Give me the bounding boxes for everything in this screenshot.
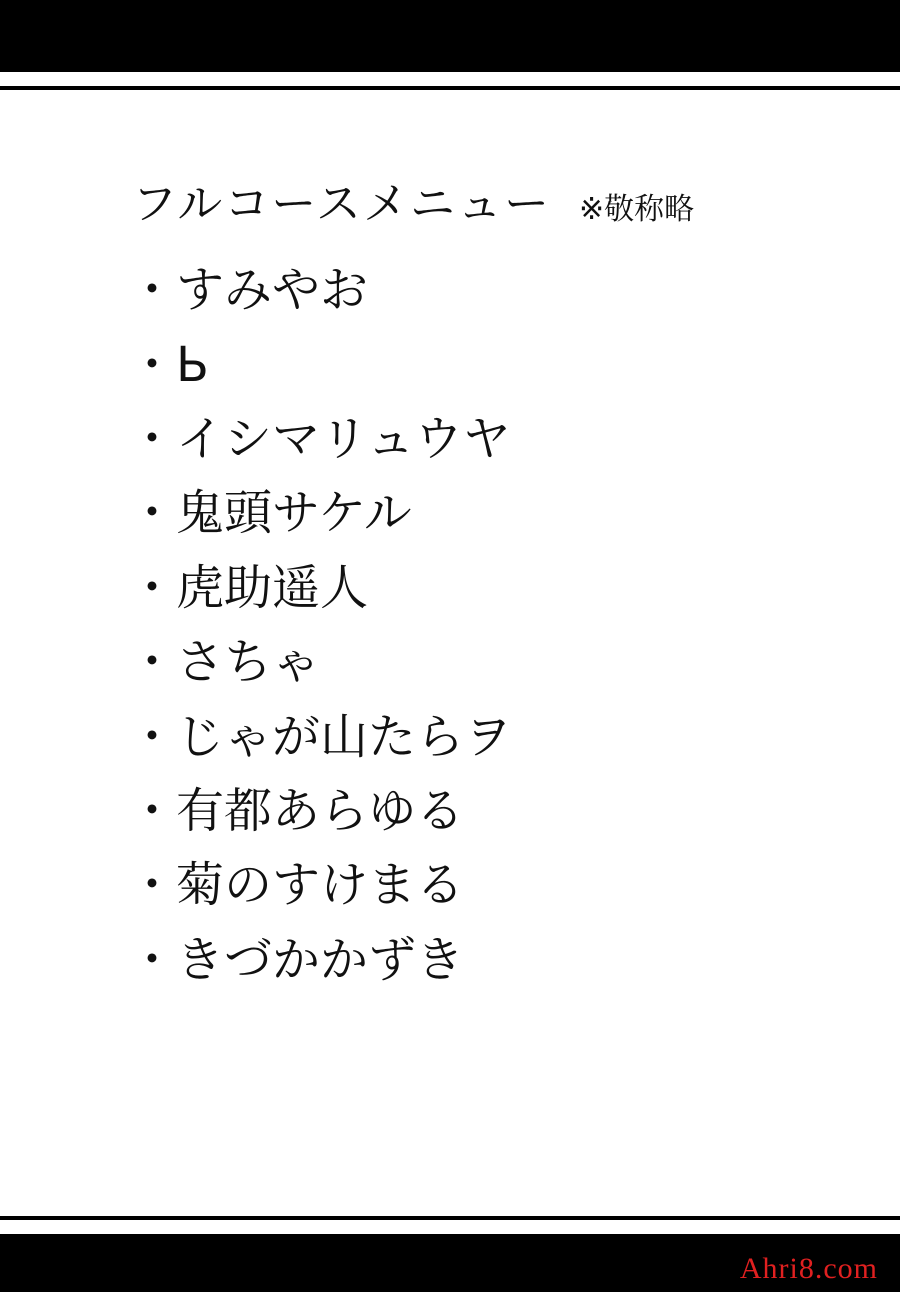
list-item bbox=[128, 625, 900, 699]
list-item-label: きづかかずき bbox=[176, 931, 465, 988]
list-item-label: 有都あらゆる bbox=[176, 782, 465, 839]
page-title bbox=[0, 177, 900, 230]
bullet-marker: ・ bbox=[128, 485, 177, 542]
list-item-label: イシマリュウヤ bbox=[176, 411, 511, 468]
menu-list bbox=[0, 253, 900, 997]
list-item-label: Ь bbox=[176, 336, 209, 393]
top-rule bbox=[0, 86, 900, 90]
list-item-label: さちゃ bbox=[176, 634, 321, 691]
list-item-label: 鬼頭サケル bbox=[176, 485, 412, 542]
bullet-marker: ・ bbox=[128, 857, 177, 914]
watermark: Ahri8.com bbox=[739, 1252, 878, 1285]
list-item-label: 虎助遥人 bbox=[176, 559, 369, 616]
top-black-band bbox=[0, 0, 900, 72]
bullet-marker: ・ bbox=[128, 559, 177, 616]
list-item bbox=[128, 551, 900, 625]
list-item bbox=[128, 328, 900, 402]
list-item bbox=[128, 476, 900, 550]
bullet-marker: ・ bbox=[128, 336, 177, 393]
list-item bbox=[128, 774, 900, 848]
page-content bbox=[0, 177, 900, 997]
list-item bbox=[128, 923, 900, 997]
list-item bbox=[128, 700, 900, 774]
bullet-marker: ・ bbox=[128, 931, 177, 988]
bottom-rule bbox=[0, 1216, 900, 1220]
list-item bbox=[128, 253, 900, 327]
bullet-marker: ・ bbox=[128, 262, 177, 319]
bullet-marker: ・ bbox=[128, 634, 177, 691]
bullet-marker: ・ bbox=[128, 782, 177, 839]
list-item-label: 菊のすけまる bbox=[176, 857, 465, 914]
page-title-note: ※敬称略 bbox=[578, 192, 695, 227]
page-title-text: フルコースメニュー bbox=[132, 177, 551, 230]
list-item bbox=[128, 848, 900, 922]
list-item-label: すみやお bbox=[176, 262, 369, 319]
list-item bbox=[128, 402, 900, 476]
list-item-label: じゃが山たらヲ bbox=[176, 708, 513, 765]
bullet-marker: ・ bbox=[128, 411, 177, 468]
bullet-marker: ・ bbox=[128, 708, 177, 765]
